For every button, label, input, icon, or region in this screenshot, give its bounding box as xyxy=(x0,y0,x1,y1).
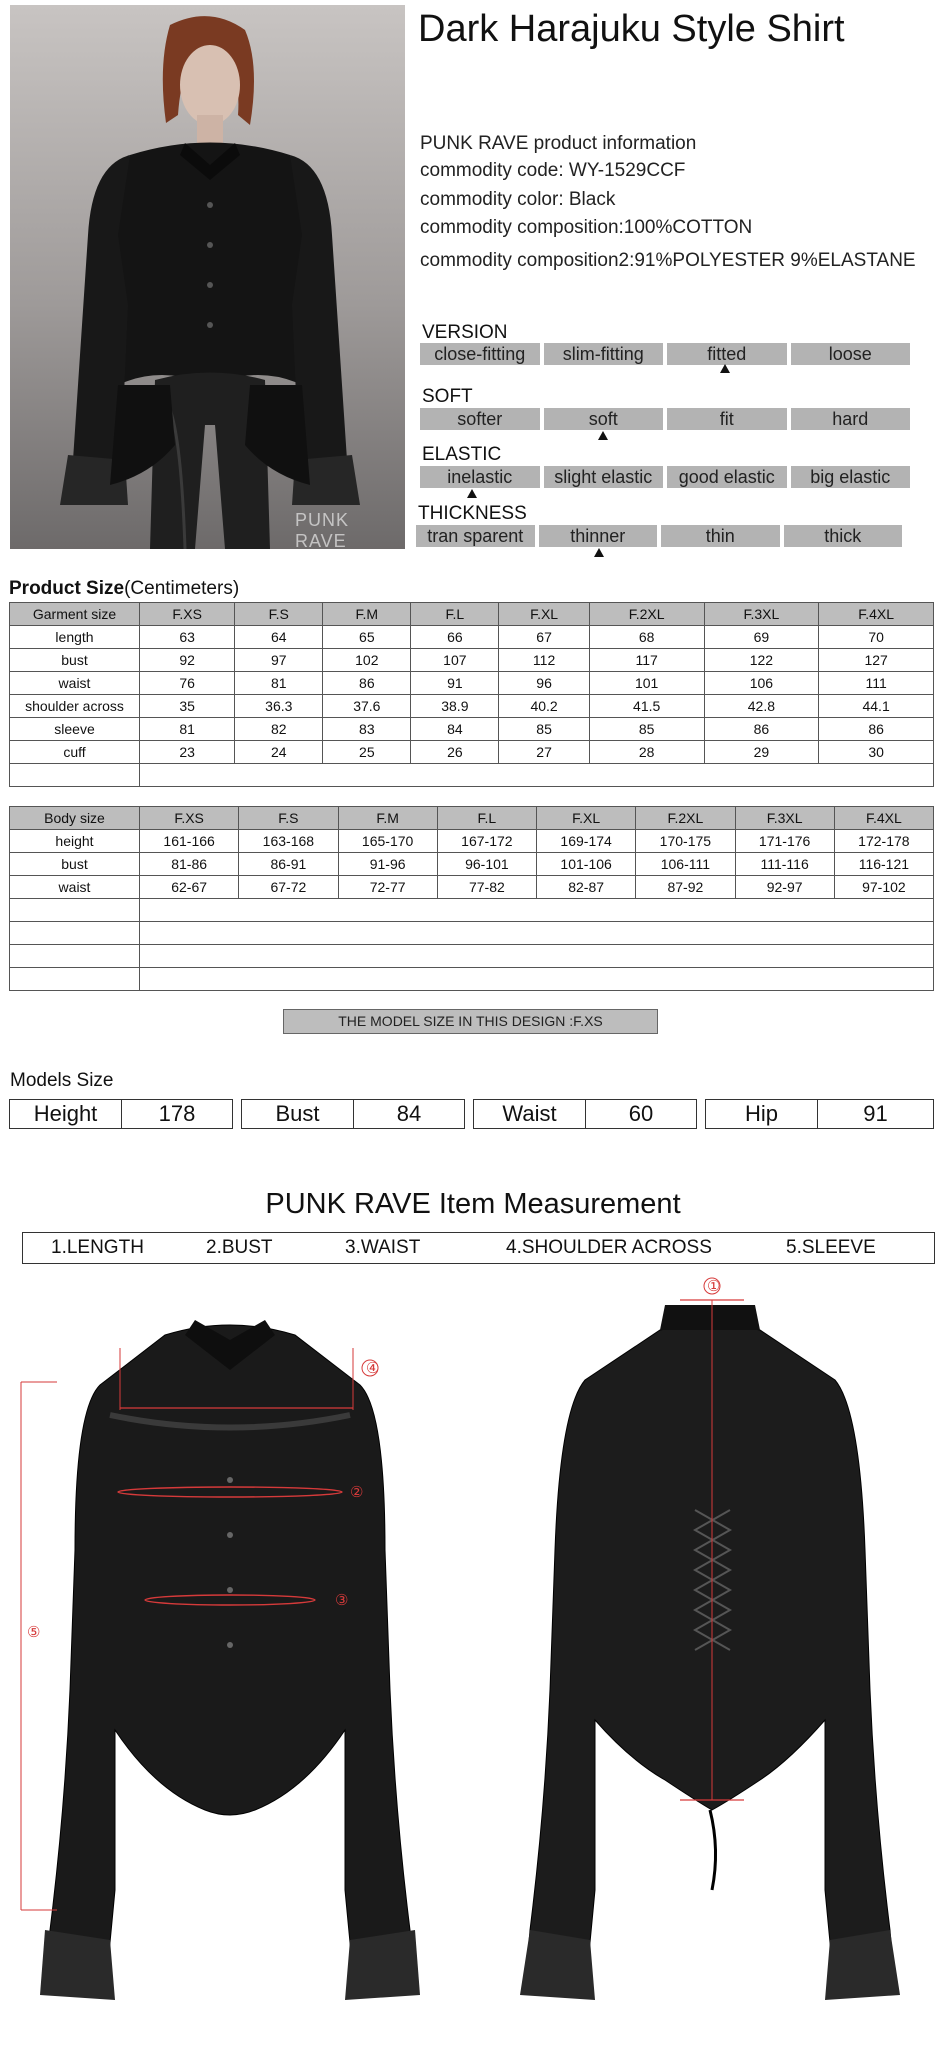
commodity-composition2: commodity composition2:91%POLYESTER 9%ELASTANE xyxy=(420,250,916,271)
table-cell: 72-77 xyxy=(338,876,437,899)
table-cell: cuff xyxy=(10,741,140,764)
marker-3: ③ xyxy=(335,1592,349,1609)
measurement-item: 3.WAIST xyxy=(345,1237,421,1258)
thickness-option: thin xyxy=(661,525,780,547)
watermark-text: PUNK RAVE xyxy=(295,510,350,551)
table-row xyxy=(10,672,934,695)
models-size-hip xyxy=(705,1099,934,1129)
soft-option: softer xyxy=(420,408,540,430)
table-cell: 81 xyxy=(235,672,323,695)
table-header-cell: F.M xyxy=(338,807,437,830)
product-title: Dark Harajuku Style Shirt xyxy=(418,8,845,50)
thickness-option: thick xyxy=(784,525,903,547)
table-cell: 106 xyxy=(704,672,819,695)
table-cell: shoulder across xyxy=(10,695,140,718)
table-header-cell: F.L xyxy=(437,807,536,830)
table-cell: 112 xyxy=(499,649,589,672)
table-header-cell: Garment size xyxy=(10,603,140,626)
table-cell: 91-96 xyxy=(338,853,437,876)
table-cell: 23 xyxy=(140,741,235,764)
table-header-cell: F.S xyxy=(235,603,323,626)
thickness-option: tran sparent xyxy=(416,525,535,547)
soft-option: fit xyxy=(667,408,787,430)
thickness-scale xyxy=(416,525,902,547)
models-size-title: Models Size xyxy=(10,1070,114,1091)
measurement-item: 5.SLEEVE xyxy=(786,1237,876,1258)
commodity-color: commodity color: Black xyxy=(420,189,616,210)
table-row xyxy=(10,718,934,741)
table-cell: 62-67 xyxy=(140,876,239,899)
commodity-code: commodity code: WY-1529CCF xyxy=(420,160,686,181)
table-row-empty xyxy=(10,945,934,968)
table-cell: 92-97 xyxy=(735,876,834,899)
table-cell: 127 xyxy=(819,649,934,672)
table-cell: length xyxy=(10,626,140,649)
table-header-cell: F.4XL xyxy=(834,807,933,830)
table-cell: 37.6 xyxy=(323,695,411,718)
table-cell: bust xyxy=(10,853,140,876)
body-size-table xyxy=(9,806,934,991)
table-row xyxy=(10,853,934,876)
table-cell: 81 xyxy=(140,718,235,741)
soft-scale xyxy=(420,408,910,430)
version-scale xyxy=(420,343,910,365)
models-size-value: 178 xyxy=(158,1101,196,1126)
table-cell: 82 xyxy=(235,718,323,741)
measurement-item: 2.BUST xyxy=(206,1237,273,1258)
table-cell: 30 xyxy=(819,741,934,764)
version-option: loose xyxy=(791,343,911,365)
table-cell: 63 xyxy=(140,626,235,649)
table-cell: 86 xyxy=(819,718,934,741)
table-cell: 26 xyxy=(411,741,499,764)
table-header-cell: F.XL xyxy=(537,807,636,830)
product-size-title xyxy=(9,578,239,600)
elastic-option: good elastic xyxy=(667,466,787,488)
table-row-empty xyxy=(10,968,934,991)
elastic-marker-icon xyxy=(467,489,477,498)
measurement-item: 4.SHOULDER ACROSS xyxy=(506,1237,712,1258)
table-row-empty xyxy=(10,922,934,945)
table-cell: 107 xyxy=(411,649,499,672)
table-cell: 86-91 xyxy=(239,853,338,876)
models-size-key: Bust xyxy=(242,1100,354,1128)
table-cell: 91 xyxy=(411,672,499,695)
version-marker-icon xyxy=(720,364,730,373)
models-size-value: 60 xyxy=(628,1101,654,1126)
table-header-cell: F.XS xyxy=(140,807,239,830)
elastic-option: big elastic xyxy=(791,466,911,488)
table-cell: 42.8 xyxy=(704,695,819,718)
soft-marker-icon xyxy=(598,431,608,440)
measurement-title: PUNK RAVE Item Measurement xyxy=(265,1188,681,1220)
table-cell: 40.2 xyxy=(499,695,589,718)
table-cell: 77-82 xyxy=(437,876,536,899)
models-size-bust xyxy=(241,1099,465,1129)
marker-1: ① xyxy=(707,1278,721,1295)
marker-5: ⑤ xyxy=(27,1624,41,1641)
table-header-row xyxy=(10,603,934,626)
table-row xyxy=(10,830,934,853)
table-cell: 92 xyxy=(140,649,235,672)
table-cell: 68 xyxy=(589,626,704,649)
table-cell: 38.9 xyxy=(411,695,499,718)
table-cell: 167-172 xyxy=(437,830,536,853)
elastic-label: ELASTIC xyxy=(422,444,502,465)
table-cell: 69 xyxy=(704,626,819,649)
garment-back-diagram xyxy=(490,1278,930,2010)
info-heading: PUNK RAVE product information xyxy=(420,133,697,154)
table-cell: 85 xyxy=(589,718,704,741)
soft-option: hard xyxy=(791,408,911,430)
table-cell: 122 xyxy=(704,649,819,672)
table-cell: 172-178 xyxy=(834,830,933,853)
table-cell: 165-170 xyxy=(338,830,437,853)
elastic-option: slight elastic xyxy=(544,466,664,488)
table-header-cell: F.S xyxy=(239,807,338,830)
models-size-value: 91 xyxy=(863,1101,888,1126)
table-cell: 86 xyxy=(704,718,819,741)
version-label: VERSION xyxy=(422,322,508,343)
table-cell: 161-166 xyxy=(140,830,239,853)
table-row-empty xyxy=(10,764,934,787)
table-cell: 96 xyxy=(499,672,589,695)
models-size-key: Hip xyxy=(706,1100,818,1128)
marker-4: ④ xyxy=(366,1360,380,1377)
models-size-height xyxy=(9,1099,233,1129)
version-option: slim-fitting xyxy=(544,343,664,365)
models-size-key: Waist xyxy=(474,1100,586,1128)
table-cell: 81-86 xyxy=(140,853,239,876)
table-row xyxy=(10,626,934,649)
table-cell: 101 xyxy=(589,672,704,695)
garment-front-diagram xyxy=(15,1290,445,2010)
version-option: close-fitting xyxy=(420,343,540,365)
table-cell: 76 xyxy=(140,672,235,695)
table-header-cell: Body size xyxy=(10,807,140,830)
table-cell: 84 xyxy=(411,718,499,741)
soft-label: SOFT xyxy=(422,386,473,407)
table-cell: 64 xyxy=(235,626,323,649)
models-size-waist xyxy=(473,1099,697,1129)
table-cell: height xyxy=(10,830,140,853)
table-cell: 28 xyxy=(589,741,704,764)
table-cell: 86 xyxy=(323,672,411,695)
table-cell: 111-116 xyxy=(735,853,834,876)
table-cell: 67-72 xyxy=(239,876,338,899)
table-cell: 97 xyxy=(235,649,323,672)
marker-2: ② xyxy=(350,1484,364,1501)
table-cell: 106-111 xyxy=(636,853,735,876)
table-cell: 35 xyxy=(140,695,235,718)
thickness-option: thinner xyxy=(539,525,658,547)
table-cell: 27 xyxy=(499,741,589,764)
table-header-cell: F.XL xyxy=(499,603,589,626)
model-photo xyxy=(10,5,405,549)
table-cell: 170-175 xyxy=(636,830,735,853)
table-cell: 67 xyxy=(499,626,589,649)
table-header-cell: F.L xyxy=(411,603,499,626)
table-cell: 169-174 xyxy=(537,830,636,853)
table-cell: 24 xyxy=(235,741,323,764)
table-cell: sleeve xyxy=(10,718,140,741)
table-row xyxy=(10,695,934,718)
table-cell: 44.1 xyxy=(819,695,934,718)
product-size-unit: (Centimeters) xyxy=(124,578,240,599)
measurement-legend xyxy=(22,1232,935,1264)
table-cell: bust xyxy=(10,649,140,672)
garment-size-table xyxy=(9,602,934,787)
table-row xyxy=(10,741,934,764)
measurement-item: 1.LENGTH xyxy=(51,1237,144,1258)
table-cell: 171-176 xyxy=(735,830,834,853)
table-cell: 102 xyxy=(323,649,411,672)
thickness-label: THICKNESS xyxy=(418,503,527,524)
table-header-cell: F.3XL xyxy=(735,807,834,830)
table-row-empty xyxy=(10,899,934,922)
table-cell: 111 xyxy=(819,672,934,695)
table-cell: 97-102 xyxy=(834,876,933,899)
table-cell: 66 xyxy=(411,626,499,649)
commodity-composition: commodity composition:100%COTTON xyxy=(420,217,753,238)
table-cell: 25 xyxy=(323,741,411,764)
table-row xyxy=(10,876,934,899)
table-cell: 65 xyxy=(323,626,411,649)
table-cell: 36.3 xyxy=(235,695,323,718)
table-cell: 117 xyxy=(589,649,704,672)
table-header-cell: F.M xyxy=(323,603,411,626)
version-option: fitted xyxy=(667,343,787,365)
soft-option: soft xyxy=(544,408,664,430)
models-size-key: Height xyxy=(10,1100,122,1128)
table-cell: 29 xyxy=(704,741,819,764)
table-cell: 116-121 xyxy=(834,853,933,876)
elastic-scale xyxy=(420,466,910,488)
table-header-cell: F.2XL xyxy=(589,603,704,626)
table-header-cell: F.2XL xyxy=(636,807,735,830)
table-header-cell: F.3XL xyxy=(704,603,819,626)
table-header-cell: F.XS xyxy=(140,603,235,626)
table-cell: 87-92 xyxy=(636,876,735,899)
table-cell: 83 xyxy=(323,718,411,741)
table-cell: 101-106 xyxy=(537,853,636,876)
thickness-marker-icon xyxy=(594,548,604,557)
models-size-value: 84 xyxy=(396,1101,422,1126)
table-cell: 82-87 xyxy=(537,876,636,899)
table-header-cell: F.4XL xyxy=(819,603,934,626)
table-cell: waist xyxy=(10,876,140,899)
model-figure-illustration xyxy=(10,5,405,549)
table-row xyxy=(10,649,934,672)
elastic-option: inelastic xyxy=(420,466,540,488)
table-cell: waist xyxy=(10,672,140,695)
table-cell: 41.5 xyxy=(589,695,704,718)
table-cell: 163-168 xyxy=(239,830,338,853)
table-header-row xyxy=(10,807,934,830)
table-cell: 70 xyxy=(819,626,934,649)
table-cell: 96-101 xyxy=(437,853,536,876)
model-size-note: THE MODEL SIZE IN THIS DESIGN :F.XS xyxy=(283,1009,658,1034)
table-cell: 85 xyxy=(499,718,589,741)
product-size-title-bold: Product Size xyxy=(9,578,125,599)
